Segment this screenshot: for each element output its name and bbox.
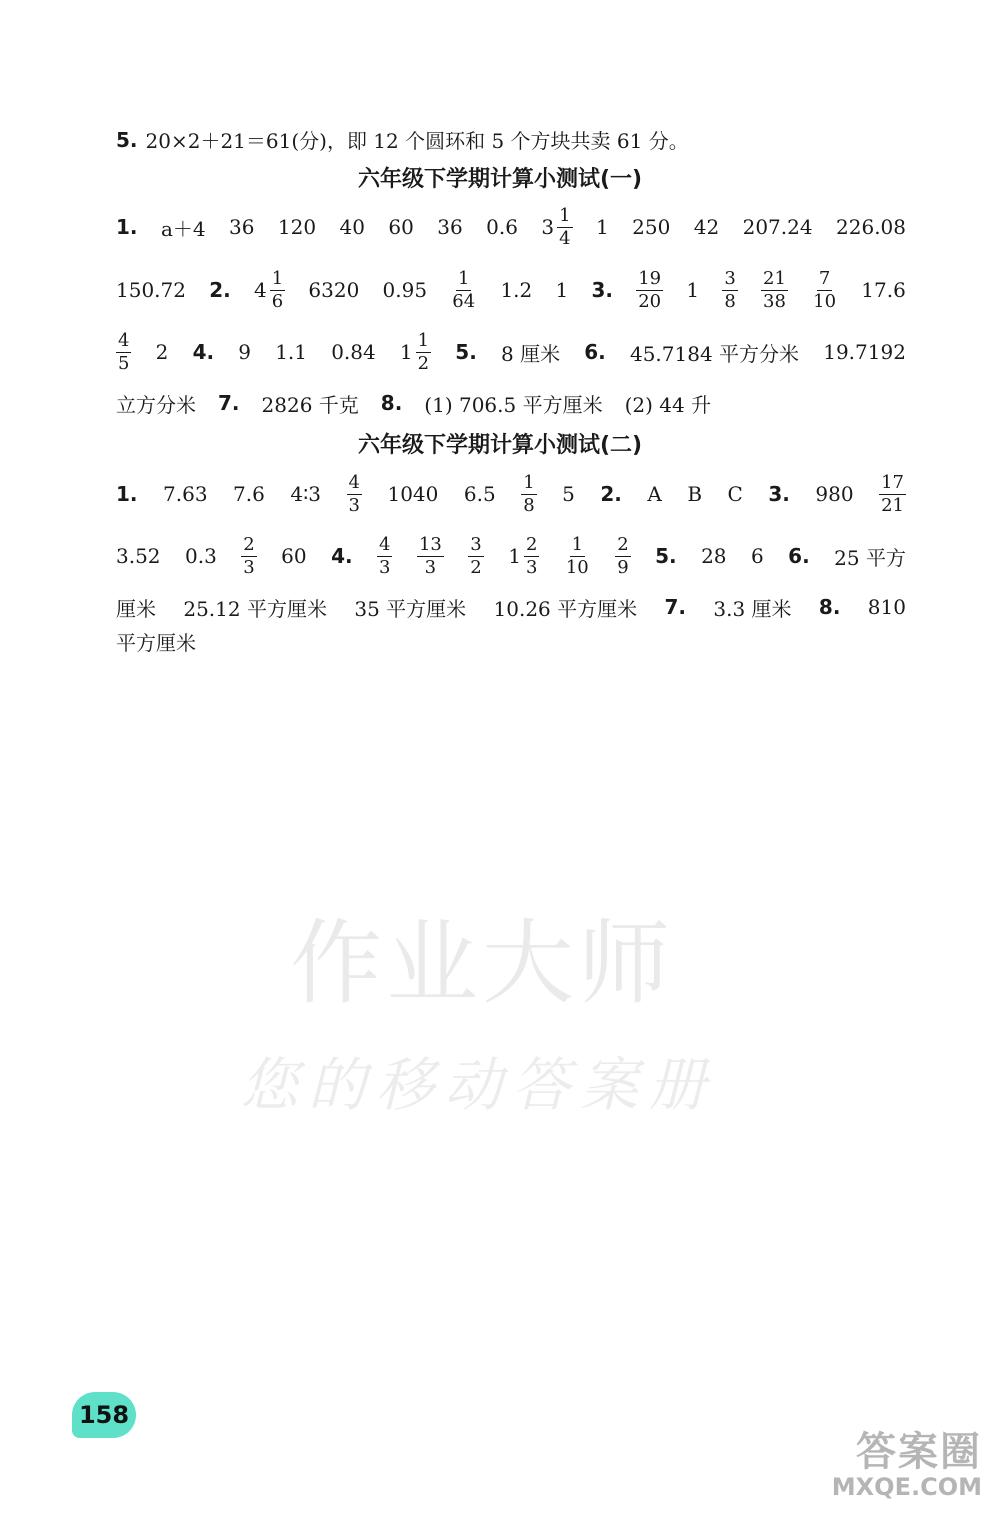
denominator: 5 [118,352,130,374]
denominator: 2 [470,556,482,578]
answer-value: 36 [229,215,255,239]
answer-value: (1) 706.5 平方厘米 [424,392,603,417]
numerator: 1 [523,471,535,493]
question-number: 4. [192,340,215,364]
denominator: 2 [417,352,430,374]
question-number: 4. [331,544,353,568]
fraction [347,471,362,516]
fraction-stack [468,533,483,578]
numerator: 21 [763,267,786,289]
numerator: 1 [571,533,584,555]
fraction [636,267,663,312]
fraction-stack [416,329,431,374]
question-number: 6. [788,544,810,568]
question-number: 5. [655,544,677,568]
fraction [564,533,591,578]
mixed-number [508,533,539,578]
page-number: 158 [72,1392,136,1438]
fraction [615,533,630,578]
answer-value: (2) 44 升 [624,392,712,417]
answer-value: 36 [437,215,463,239]
answer-value: C [727,482,743,506]
fraction [468,533,483,578]
fraction-stack [377,533,392,578]
denominator: 20 [638,290,662,312]
denominator: 8 [523,494,535,516]
question-number: 3. [591,278,613,302]
answer-value: 10.26 平方厘米 [493,596,638,621]
fraction-stack [116,329,131,374]
answer-value: 1.1 [275,340,307,364]
answer-value: 226.08 [836,215,906,239]
answer-value: 2 [155,340,169,364]
question-number: 6. [584,340,606,364]
answer-value: 60 [388,215,414,239]
denominator: 3 [525,556,538,578]
answer-value: 1 [686,278,700,302]
fraction [722,267,737,312]
fraction-stack [450,267,477,312]
answer-value: 150.72 [116,278,186,302]
numerator: 2 [243,533,255,555]
question-number: 5. [455,340,477,364]
denominator: 4 [559,227,571,249]
question-number: 3. [768,482,790,506]
answer-value: 9 [238,340,251,364]
answer-value: 25 平方 [834,545,906,570]
numerator: 2 [525,533,538,555]
question-number: 1. [116,482,138,506]
question-number: 1. [116,215,138,239]
s2-line-1 [116,472,906,516]
whole-part: 3 [541,215,555,239]
question-number: 7. [218,391,240,415]
whole-part: 1 [508,544,521,568]
s2-line-2 [116,534,906,578]
denominator: 6 [271,290,284,312]
answer-value: B [687,482,703,506]
intro-line [116,125,906,154]
answer-value: 厘米 [116,596,156,621]
answer-value: 35 平方厘米 [354,596,467,621]
s2-line-4 [116,626,906,656]
answer-value: 0.3 [184,544,217,568]
fraction [116,329,131,374]
answer-value: 7.63 [163,482,208,506]
answer-value: 250 [632,215,671,239]
fraction-stack [879,471,906,516]
section-2-title: 六年级下学期计算小测试(二) [357,433,643,458]
site-logo: 答案圈 [856,1429,982,1475]
denominator: 38 [763,290,786,312]
answer-value: A [647,482,662,506]
answer-value: 980 [815,482,854,506]
denominator: 21 [881,494,904,516]
answer-value: 5 [562,482,575,506]
answer-value: 2826 千克 [261,392,359,417]
question-number: 2. [209,278,231,302]
denominator: 3 [243,556,255,578]
denominator: 3 [348,494,360,516]
answer-value: 3.52 [116,544,161,568]
fraction [241,533,256,578]
numerator: 7 [818,267,831,289]
fraction-stack [270,267,285,312]
answer-value: 8 厘米 [500,341,561,366]
denominator: 10 [565,556,589,578]
answer-value: 立方分米 [116,392,196,417]
fraction-stack [524,533,539,578]
answer-value: 4∶3 [290,482,322,506]
answer-value: 25.12 平方厘米 [183,596,327,621]
answer-value: 0.6 [486,215,518,239]
fraction [879,471,906,516]
question-number: 2. [600,482,622,506]
numerator: 17 [881,471,904,493]
fraction-stack [241,533,256,578]
fraction-stack [417,533,444,578]
numerator: 1 [458,267,470,289]
denominator: 9 [617,556,629,578]
answer-value: 19.7192 [823,340,906,364]
site-url: MXQE.COM [831,1473,982,1501]
numerator: 3 [724,267,736,289]
watermark-title: 作业大师 [290,910,675,1017]
answer-value: 45.7184 平方分米 [629,341,800,366]
fraction [417,533,444,578]
question-number: 7. [664,595,687,619]
answer-value: 平方厘米 [116,630,196,655]
denominator: 8 [724,290,736,312]
answer-value: 1040 [387,482,439,506]
s1-line-4 [116,388,906,418]
fraction-stack [722,267,737,312]
s1-line-3 [116,330,906,374]
mixed-number [541,204,572,249]
answer-value: 1.2 [500,278,533,302]
numerator: 4 [379,533,391,555]
numerator: 1 [271,267,284,289]
mixed-number [253,267,285,312]
watermark-subtitle: 您的移动答案册 [240,1051,717,1119]
s1-line-2 [116,268,906,312]
whole-part: 4 [253,278,267,302]
fraction [377,533,392,578]
numerator: 1 [559,204,571,226]
answer-value: 28 [701,544,727,568]
numerator: 4 [348,471,360,493]
fraction [521,471,536,516]
answer-value: 207.24 [742,215,813,239]
answer-value: 3.3 厘米 [713,596,792,621]
fraction-stack [564,533,591,578]
numerator: 2 [617,533,629,555]
fraction-stack [615,533,630,578]
answer-value: 17.6 [861,278,906,302]
fraction-stack [557,204,572,249]
numerator: 19 [638,267,662,289]
section-1-title: 六年级下学期计算小测试(一) [357,167,643,192]
answer-value: 6.5 [463,482,496,506]
question-number: 8. [818,595,841,619]
answer-value: 1 [595,215,609,239]
intro-text: 20×2＋21＝61(分)，即 12 个圆环和 5 个方块共卖 61 分。 [145,129,689,153]
fraction-stack [761,267,788,312]
denominator: 64 [452,290,476,312]
answer-value: 1 [555,278,569,302]
numerator: 13 [418,533,442,555]
fraction [811,267,838,312]
s2-line-3 [116,592,906,622]
s1-line-1 [116,205,906,249]
mixed-number [399,329,431,374]
denominator: 3 [379,556,391,578]
fraction [761,267,788,312]
answer-value: 0.84 [331,340,376,364]
whole-part: 1 [399,340,413,364]
answer-value: 120 [277,215,317,239]
numerator: 3 [470,533,482,555]
answer-value: 40 [339,215,365,239]
answer-value: 0.95 [382,278,428,302]
question-number: 8. [380,391,403,415]
fraction-stack [636,267,663,312]
answer-value: a＋4 [160,216,206,241]
answer-value: 42 [693,215,720,239]
numerator: 4 [118,329,130,351]
fraction [450,267,477,312]
answer-value: 6 [750,544,764,568]
site-watermark [832,1420,982,1501]
answer-value: 7.6 [233,482,265,506]
question-number: 5. [116,127,138,152]
fraction-stack [811,267,838,312]
fraction-stack [521,471,536,516]
numerator: 1 [417,329,430,351]
denominator: 3 [424,556,437,578]
fraction-stack [347,471,362,516]
answer-value: 810 [867,595,906,619]
answer-value: 60 [281,544,307,568]
denominator: 10 [813,290,837,312]
answer-value: 6320 [308,278,360,302]
